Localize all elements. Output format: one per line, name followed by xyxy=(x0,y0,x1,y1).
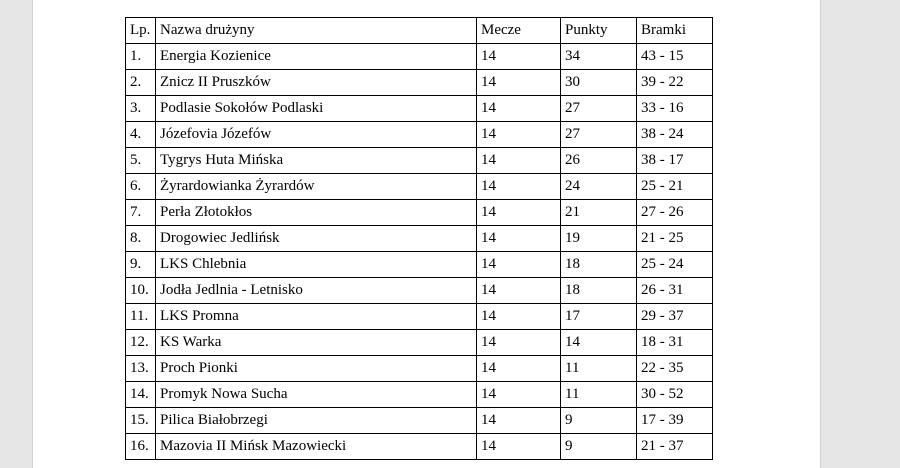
table-row xyxy=(126,174,713,200)
cell-team-name: Pilica Białobrzegi xyxy=(156,408,477,434)
cell-team-name: Promyk Nowa Sucha xyxy=(156,382,477,408)
cell-goals: 21 - 25 xyxy=(637,226,713,252)
cell-points: 17 xyxy=(561,304,637,330)
table-row xyxy=(126,252,713,278)
document-page xyxy=(32,0,821,468)
table-row xyxy=(126,200,713,226)
cell-lp: 5. xyxy=(126,148,156,174)
cell-points: 24 xyxy=(561,174,637,200)
header-lp: Lp. xyxy=(126,18,156,44)
cell-team-name: Jodła Jedlnia - Letnisko xyxy=(156,278,477,304)
cell-matches: 14 xyxy=(477,122,561,148)
cell-lp: 14. xyxy=(126,382,156,408)
cell-lp: 7. xyxy=(126,200,156,226)
cell-matches: 14 xyxy=(477,148,561,174)
cell-points: 30 xyxy=(561,70,637,96)
cell-team-name: KS Warka xyxy=(156,330,477,356)
cell-goals: 25 - 21 xyxy=(637,174,713,200)
cell-lp: 11. xyxy=(126,304,156,330)
cell-lp: 16. xyxy=(126,434,156,460)
cell-team-name: LKS Promna xyxy=(156,304,477,330)
cell-goals: 21 - 37 xyxy=(637,434,713,460)
cell-points: 19 xyxy=(561,226,637,252)
table-row xyxy=(126,434,713,460)
table-row xyxy=(126,96,713,122)
cell-matches: 14 xyxy=(477,70,561,96)
header-team-name: Nazwa drużyny xyxy=(156,18,477,44)
cell-team-name: Józefovia Józefów xyxy=(156,122,477,148)
cell-lp: 2. xyxy=(126,70,156,96)
cell-lp: 15. xyxy=(126,408,156,434)
cell-points: 9 xyxy=(561,434,637,460)
cell-matches: 14 xyxy=(477,434,561,460)
header-points: Punkty xyxy=(561,18,637,44)
cell-team-name: Żyrardowianka Żyrardów xyxy=(156,174,477,200)
cell-points: 11 xyxy=(561,382,637,408)
table-row xyxy=(126,122,713,148)
cell-matches: 14 xyxy=(477,304,561,330)
cell-team-name: LKS Chlebnia xyxy=(156,252,477,278)
cell-lp: 3. xyxy=(126,96,156,122)
cell-points: 34 xyxy=(561,44,637,70)
cell-matches: 14 xyxy=(477,226,561,252)
cell-lp: 4. xyxy=(126,122,156,148)
cell-goals: 39 - 22 xyxy=(637,70,713,96)
standings-table xyxy=(125,17,713,460)
cell-goals: 30 - 52 xyxy=(637,382,713,408)
cell-lp: 12. xyxy=(126,330,156,356)
cell-goals: 22 - 35 xyxy=(637,356,713,382)
table-row xyxy=(126,148,713,174)
table-header-row xyxy=(126,18,713,44)
cell-goals: 38 - 24 xyxy=(637,122,713,148)
cell-goals: 29 - 37 xyxy=(637,304,713,330)
cell-points: 27 xyxy=(561,122,637,148)
table-row xyxy=(126,278,713,304)
header-matches: Mecze xyxy=(477,18,561,44)
cell-matches: 14 xyxy=(477,408,561,434)
cell-matches: 14 xyxy=(477,252,561,278)
cell-matches: 14 xyxy=(477,382,561,408)
table-row xyxy=(126,226,713,252)
table-row xyxy=(126,330,713,356)
header-goals: Bramki xyxy=(637,18,713,44)
cell-lp: 13. xyxy=(126,356,156,382)
table-row xyxy=(126,382,713,408)
cell-points: 26 xyxy=(561,148,637,174)
cell-goals: 43 - 15 xyxy=(637,44,713,70)
cell-points: 21 xyxy=(561,200,637,226)
cell-goals: 33 - 16 xyxy=(637,96,713,122)
cell-lp: 6. xyxy=(126,174,156,200)
cell-goals: 38 - 17 xyxy=(637,148,713,174)
cell-goals: 27 - 26 xyxy=(637,200,713,226)
cell-goals: 18 - 31 xyxy=(637,330,713,356)
cell-team-name: Znicz II Pruszków xyxy=(156,70,477,96)
cell-lp: 1. xyxy=(126,44,156,70)
table-row xyxy=(126,356,713,382)
cell-matches: 14 xyxy=(477,200,561,226)
cell-points: 9 xyxy=(561,408,637,434)
table-row xyxy=(126,304,713,330)
cell-points: 27 xyxy=(561,96,637,122)
table-row xyxy=(126,44,713,70)
cell-points: 18 xyxy=(561,252,637,278)
cell-points: 14 xyxy=(561,330,637,356)
cell-team-name: Podlasie Sokołów Podlaski xyxy=(156,96,477,122)
cell-team-name: Energia Kozienice xyxy=(156,44,477,70)
table-row xyxy=(126,70,713,96)
cell-team-name: Drogowiec Jedlińsk xyxy=(156,226,477,252)
cell-team-name: Tygrys Huta Mińska xyxy=(156,148,477,174)
cell-matches: 14 xyxy=(477,330,561,356)
cell-matches: 14 xyxy=(477,96,561,122)
table-body xyxy=(126,44,713,460)
cell-matches: 14 xyxy=(477,174,561,200)
cell-lp: 9. xyxy=(126,252,156,278)
cell-lp: 10. xyxy=(126,278,156,304)
cell-team-name: Mazovia II Mińsk Mazowiecki xyxy=(156,434,477,460)
cell-points: 18 xyxy=(561,278,637,304)
cell-matches: 14 xyxy=(477,278,561,304)
cell-goals: 26 - 31 xyxy=(637,278,713,304)
cell-matches: 14 xyxy=(477,356,561,382)
cell-matches: 14 xyxy=(477,44,561,70)
cell-team-name: Perła Złotokłos xyxy=(156,200,477,226)
cell-points: 11 xyxy=(561,356,637,382)
cell-goals: 25 - 24 xyxy=(637,252,713,278)
table-row xyxy=(126,408,713,434)
cell-goals: 17 - 39 xyxy=(637,408,713,434)
cell-team-name: Proch Pionki xyxy=(156,356,477,382)
cell-lp: 8. xyxy=(126,226,156,252)
